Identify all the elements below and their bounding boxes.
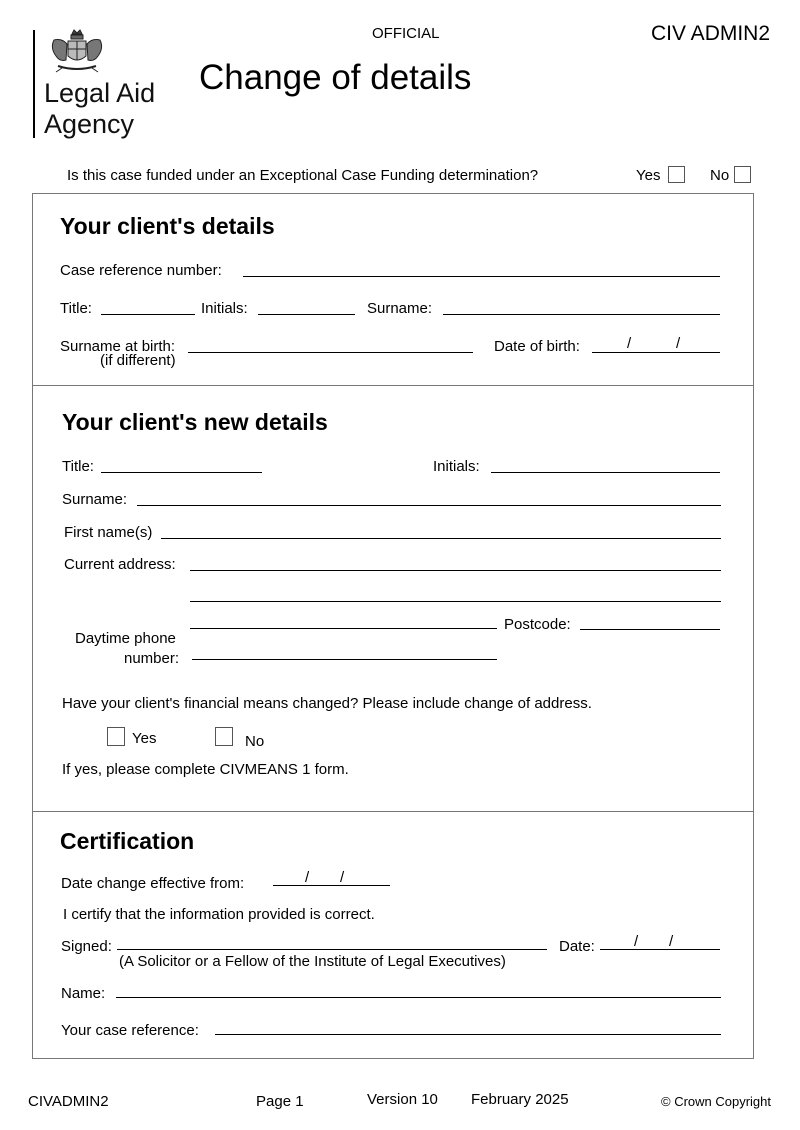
cert-date-separator: / bbox=[669, 933, 674, 950]
case-reference-label: Case reference number: bbox=[60, 262, 222, 279]
dob-separator: / bbox=[627, 335, 632, 352]
date-effective-field[interactable] bbox=[273, 885, 390, 886]
case-ref-field[interactable] bbox=[215, 1034, 721, 1035]
date-effective-separator: / bbox=[305, 869, 310, 886]
ecf-yes-label: Yes bbox=[636, 167, 661, 184]
surname-label: Surname: bbox=[367, 300, 433, 317]
certify-statement: I certify that the information provided is correct. bbox=[63, 906, 375, 923]
footer-version: Version 10 bbox=[367, 1091, 438, 1108]
new-initials-field[interactable] bbox=[491, 472, 720, 473]
ecf-yes-checkbox[interactable] bbox=[668, 166, 685, 183]
address-line-1-field[interactable] bbox=[190, 570, 721, 571]
initials-field[interactable] bbox=[258, 314, 355, 315]
footer-code: CIVADMIN2 bbox=[28, 1093, 109, 1110]
new-title-label: Title: bbox=[62, 458, 94, 475]
postcode-label: Postcode: bbox=[504, 616, 571, 633]
address-line-3-field[interactable] bbox=[190, 628, 497, 629]
address-line-2-field[interactable] bbox=[190, 601, 721, 602]
new-initials-label: Initials: bbox=[433, 458, 480, 475]
phone-label-line-1: Daytime phone bbox=[75, 630, 176, 647]
case-ref-label: Your case reference: bbox=[61, 1022, 199, 1039]
first-names-field[interactable] bbox=[161, 538, 721, 539]
current-address-label: Current address: bbox=[64, 556, 176, 573]
if-different-note: (if different) bbox=[100, 352, 176, 369]
new-details-section bbox=[32, 385, 754, 812]
logo-text-line-1: Legal Aid bbox=[44, 78, 156, 108]
logo-text-line-2: Agency bbox=[44, 109, 135, 139]
date-effective-separator: / bbox=[340, 869, 345, 886]
means-no-checkbox[interactable] bbox=[215, 727, 233, 746]
means-no-label: No bbox=[245, 733, 265, 750]
ecf-no-checkbox[interactable] bbox=[734, 166, 751, 183]
dob-separator: / bbox=[676, 335, 681, 352]
signature-field[interactable] bbox=[117, 949, 547, 950]
signed-note: (A Solicitor or a Fellow of the Institute of Legal Executives) bbox=[119, 953, 506, 970]
means-yes-checkbox[interactable] bbox=[107, 727, 125, 746]
name-field[interactable] bbox=[116, 997, 721, 998]
phone-field[interactable] bbox=[192, 659, 497, 660]
client-details-heading: Your client's details bbox=[60, 213, 275, 239]
footer-date: February 2025 bbox=[471, 1091, 569, 1108]
new-title-field[interactable] bbox=[101, 472, 262, 473]
classification-label: OFFICIAL bbox=[372, 25, 440, 42]
cert-date-field[interactable] bbox=[600, 949, 720, 950]
ecf-no-label: No bbox=[710, 167, 730, 184]
signed-label: Signed: bbox=[61, 938, 112, 955]
certification-heading: Certification bbox=[60, 828, 195, 854]
logo bbox=[30, 28, 180, 143]
means-yes-label: Yes bbox=[132, 730, 157, 747]
cert-date-label: Date: bbox=[559, 938, 595, 955]
initials-label: Initials: bbox=[201, 300, 248, 317]
royal-crest-icon bbox=[44, 28, 110, 74]
surname-field[interactable] bbox=[443, 314, 720, 315]
surname-at-birth-field[interactable] bbox=[188, 352, 473, 353]
page-title: Change of details bbox=[199, 58, 472, 97]
new-surname-field[interactable] bbox=[137, 505, 721, 506]
title-field[interactable] bbox=[101, 314, 195, 315]
case-reference-field[interactable] bbox=[243, 276, 720, 277]
surname-at-birth-label: Surname at birth: bbox=[60, 338, 176, 355]
cert-date-separator: / bbox=[634, 933, 639, 950]
new-surname-label: Surname: bbox=[62, 491, 128, 508]
logo-bar bbox=[33, 30, 35, 138]
footer-copyright: © Crown Copyright bbox=[661, 1094, 772, 1109]
footer-page: Page 1 bbox=[256, 1093, 304, 1110]
postcode-field[interactable] bbox=[580, 629, 720, 630]
new-details-heading: Your client's new details bbox=[62, 409, 328, 435]
dob-label: Date of birth: bbox=[494, 338, 580, 355]
first-names-label: First name(s) bbox=[64, 524, 153, 541]
phone-label-line-2: number: bbox=[124, 650, 180, 667]
form-code: CIV ADMIN2 bbox=[651, 22, 771, 45]
civmeans-note: If yes, please complete CIVMEANS 1 form. bbox=[62, 761, 349, 778]
ecf-question: Is this case funded under an Exceptional Case Funding determination? bbox=[67, 167, 539, 184]
date-effective-label: Date change effective from: bbox=[61, 875, 245, 892]
means-question: Have your client's financial means changed? Please include change of address. bbox=[62, 695, 592, 712]
title-label: Title: bbox=[60, 300, 92, 317]
dob-field[interactable] bbox=[592, 352, 720, 353]
name-label: Name: bbox=[61, 985, 106, 1002]
